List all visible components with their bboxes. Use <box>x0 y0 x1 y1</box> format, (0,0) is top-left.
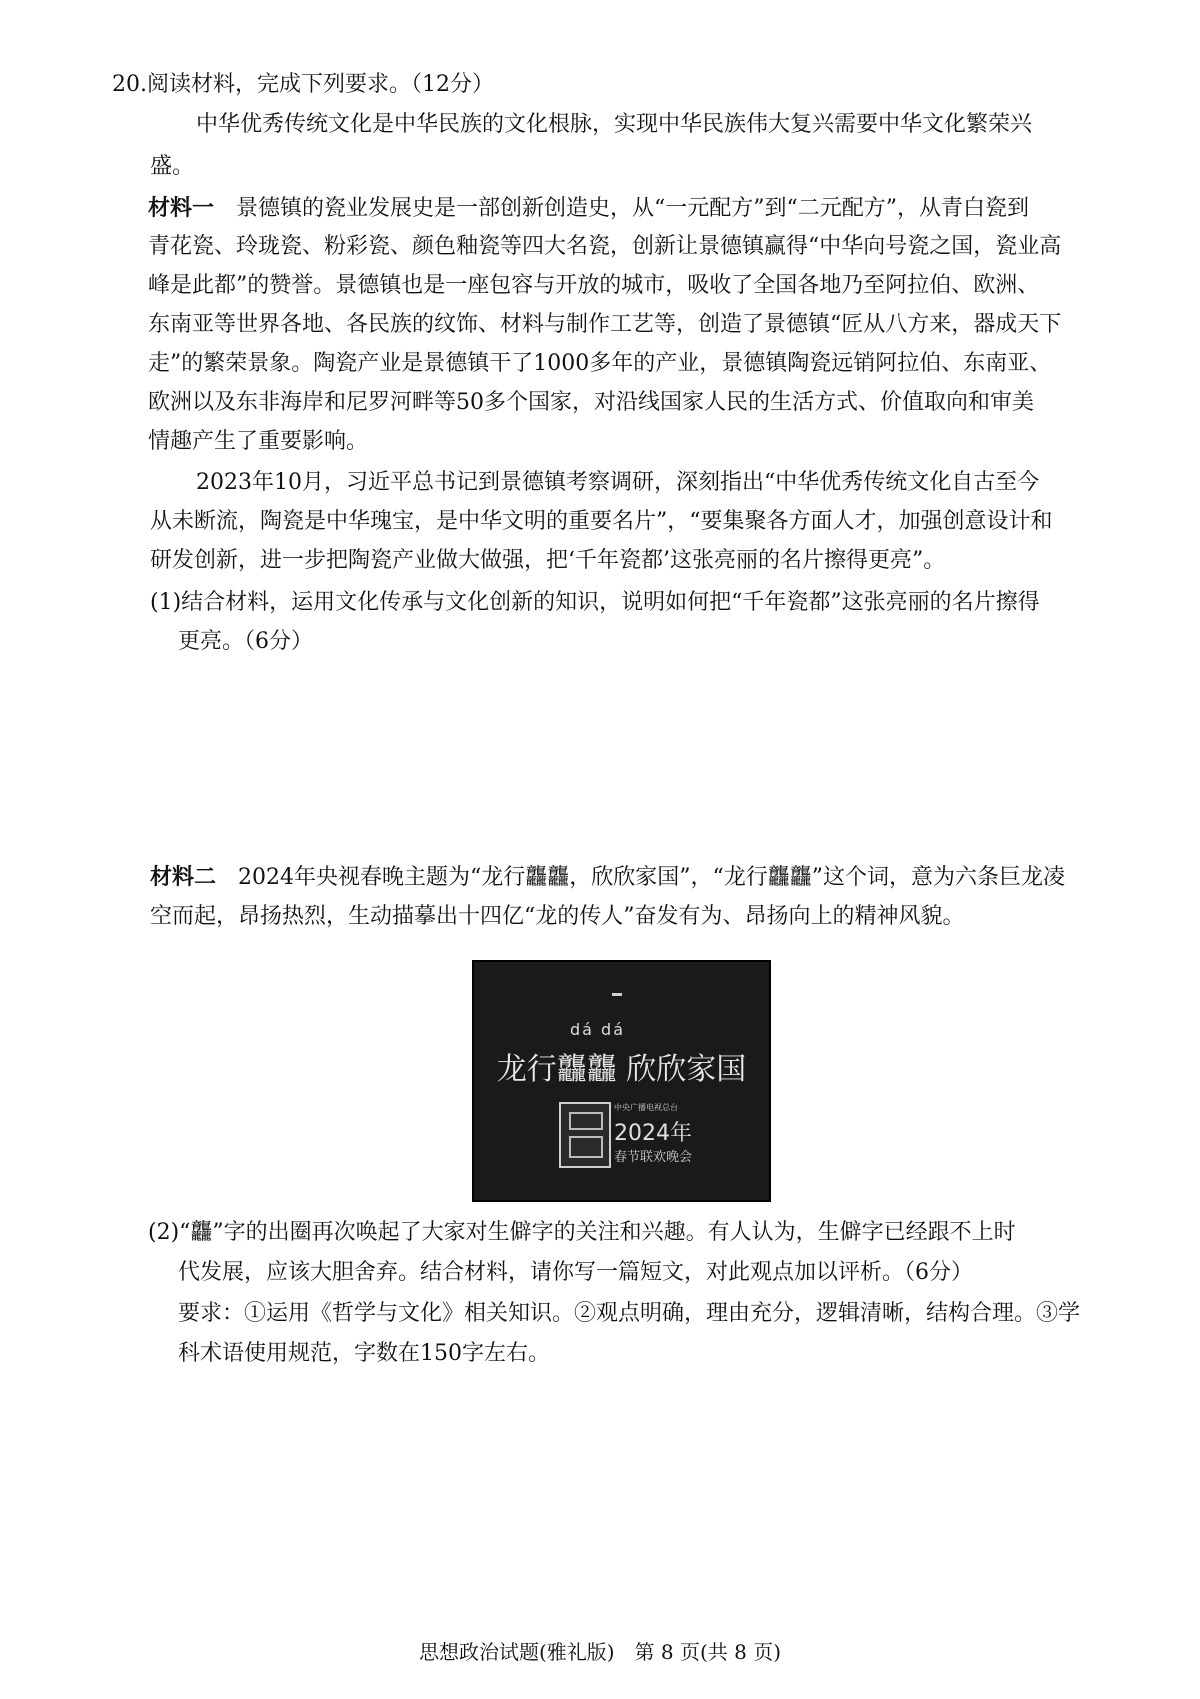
material1-para2-line-1: 2023年10月，习近平总书记到景德镇考察调研，深刻指出“中华优秀传统文化自古至今 <box>196 470 1040 495</box>
page-footer: 思想政治试题(雅礼版) 第 8 页(共 8 页) <box>418 1640 782 1664</box>
material2-text-1: 2024年央视春晚主题为“龙行龘龘，欣欣家国”，“龙行龘龘”这个词，意为六条巨龙凌 <box>238 865 1066 890</box>
material1-line-4: 东南亚等世界各地、各民族的纹饰、材料与制作工艺等，创造了景德镇“匠从八方来，器成天下 <box>148 312 1062 337</box>
question-header: 20.阅读材料，完成下列要求。（12分） <box>112 72 494 97</box>
sub1-line-1: (1)结合材料，运用文化传承与文化创新的知识，说明如何把“千年瓷都”这张亮丽的名片擦得 <box>150 590 1040 615</box>
sub2-line-1: (2)“龘”字的出圈再次唤起了大家对生僻字的关注和兴趣。有人认为，生僻字已经跟不上时 <box>148 1220 1016 1245</box>
material2-line-2: 空而起，昂扬热烈，生动描摹出十四亿“龙的传人”奋发有为、昂扬向上的精神风貌。 <box>150 904 965 929</box>
material1-line-3: 峰是此都”的赞誉。景德镇也是一座包容与开放的城市，吸收了全国各地乃至阿拉伯、欧洲、 <box>148 273 1040 298</box>
intro-line-2: 盛。 <box>150 154 195 179</box>
spring-festival-gala-image <box>472 960 771 1202</box>
material1-para2-line-3: 研发创新，进一步把陶瓷产业做大做强，把‘千年瓷都’这张亮丽的名片擦得更亮”。 <box>150 548 946 573</box>
material2-line-1 <box>150 862 1065 893</box>
sub2-line-2: 代发展，应该大胆舍弃。结合材料，请你写一篇短文，对此观点加以评析。（6分） <box>178 1260 973 1285</box>
figure-slogan: 龙行龘龘 欣欣家国 <box>496 1052 747 1087</box>
material1-line-1 <box>148 193 1029 224</box>
figure-gala-name: 春节联欢晚会 <box>614 1150 693 1165</box>
sub2-line-3: 要求：①运用《哲学与文化》相关知识。②观点明确，理由充分，逻辑清晰，结构合理。③学 <box>178 1301 1081 1326</box>
figure-broadcaster: 中央广播电视总台 <box>614 1103 678 1112</box>
figure-dash <box>612 993 622 996</box>
sub1-line-2: 更亮。（6分） <box>178 629 313 654</box>
material1-line-5: 走”的繁荣景象。陶瓷产业是景德镇干了1000多年的产业，景德镇陶瓷远销阿拉伯、东南亚、 <box>148 351 1052 376</box>
material1-line-2: 青花瓷、玲珑瓷、粉彩瓷、颜色釉瓷等四大名瓷，创新让景德镇赢得“中华向号瓷之国，瓷业高 <box>148 234 1062 259</box>
material1-label: 材料一 <box>148 195 215 221</box>
material2-label: 材料二 <box>150 864 217 890</box>
material1-line-6: 欧洲以及东非海岸和尼罗河畔等50多个国家，对沿线国家人民的生活方式、价值取向和审美 <box>148 390 1034 415</box>
intro-line-1: 中华优秀传统文化是中华民族的文化根脉，实现中华民族伟大复兴需要中华文化繁荣兴 <box>196 112 1033 137</box>
sub2-line-4: 科术语使用规范，字数在150字左右。 <box>178 1341 550 1366</box>
gala-logo-icon <box>559 1102 611 1168</box>
figure-pinyin: dá dá <box>570 1020 626 1039</box>
material1-line-7: 情趣产生了重要影响。 <box>148 429 369 454</box>
material1-text-1: 景德镇的瓷业发展史是一部创新创造史，从“一元配方”到“二元配方”，从青白瓷到 <box>236 196 1030 221</box>
figure-year: 2024年 <box>614 1121 692 1146</box>
material1-para2-line-2: 从未断流，陶瓷是中华瑰宝，是中华文明的重要名片”，“要集聚各方面人才，加强创意设计和 <box>150 509 1053 534</box>
